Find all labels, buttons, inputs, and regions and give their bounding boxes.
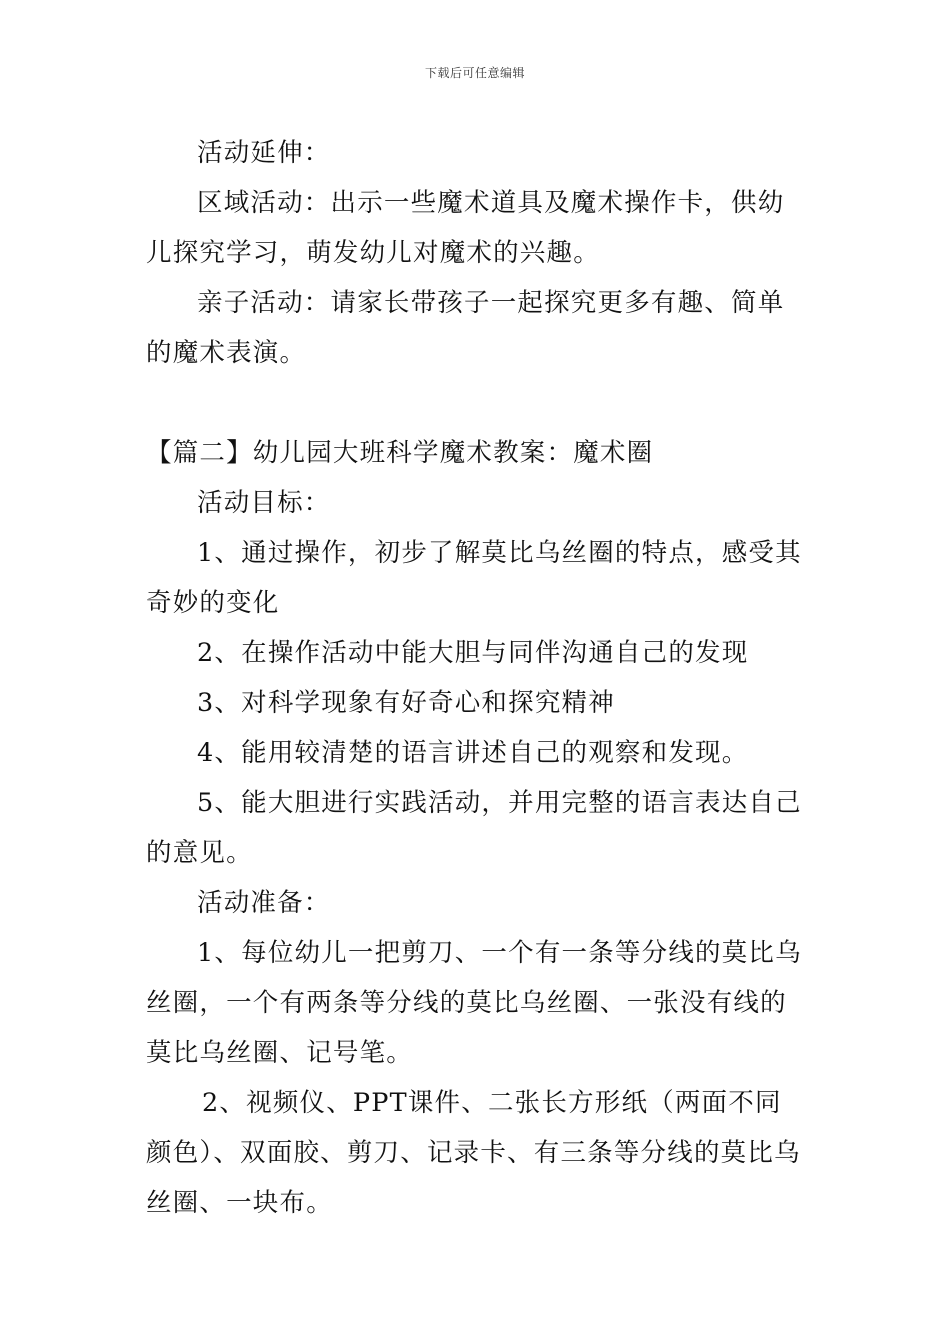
goal-item: 2、在操作活动中能大胆与同伴沟通自己的发现 — [197, 638, 749, 668]
goal-item: 4、能用较清楚的语言讲述自己的观察和发现。 — [197, 738, 749, 768]
area-activity-paragraph: 区域活动：出示一些魔术道具及魔术操作卡，供幼儿探究学习，萌发幼儿对魔术的兴趣。 — [146, 188, 785, 268]
section-title: 【篇二】幼儿园大班科学魔术教案：魔术圈 — [146, 438, 654, 468]
section-spacer — [146, 378, 808, 428]
prep-heading: 活动准备： — [197, 888, 331, 918]
goal-item: 3、对科学现象有好奇心和探究精神 — [197, 688, 615, 718]
goal-item: 5、能大胆进行实践活动，并用完整的语言表达自己的意见。 — [146, 788, 802, 868]
page-header: 下载后可任意编辑 — [424, 66, 525, 80]
goal-item: 1、通过操作，初步了解莫比乌丝圈的特点，感受其奇妙的变化 — [146, 538, 802, 618]
prep-item: 1、每位幼儿一把剪刀、一个有一条等分线的莫比乌丝圈，一个有两条等分线的莫比乌丝圈、一张没有线的莫比乌丝圈、记号笔。 — [146, 938, 802, 1068]
extension-heading: 活动延伸： — [197, 138, 331, 168]
goals-heading: 活动目标： — [197, 488, 331, 518]
parent-activity-paragraph: 亲子活动：请家长带孩子一起探究更多有趣、简单的魔术表演。 — [146, 288, 785, 368]
prep-item: 2、视频仪、PPT课件、二张长方形纸（两面不同颜色）、双面胶、剪刀、记录卡、有三条等分线的莫比乌丝圈、一块布。 — [146, 1088, 801, 1218]
document-body — [146, 128, 808, 1228]
